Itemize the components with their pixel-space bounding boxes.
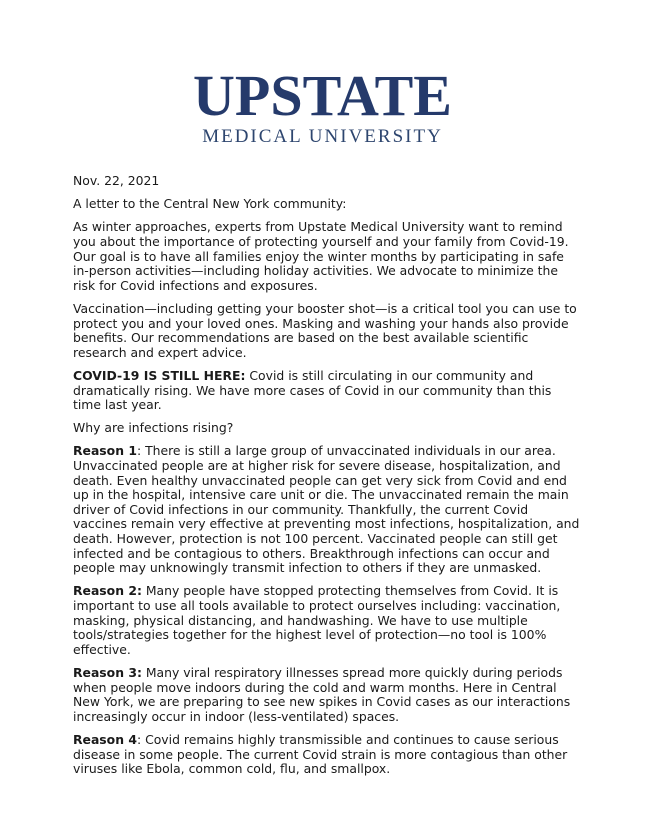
paragraph-reason-2 — [73, 584, 583, 657]
logo-wordmark: UPSTATE — [193, 63, 452, 128]
paragraph-reason-1 — [73, 444, 583, 575]
paragraph-reason-3 — [73, 666, 583, 724]
letter-date: Nov. 22, 2021 — [73, 173, 160, 188]
reason-label: Reason 4 — [73, 731, 137, 747]
paragraph-intro: As winter approaches, experts from Upstate Medical University want to remind you about the importance of protecting yourself and your family from Covid-19. Our goal is to have all families enjoy the winter months by participating in safe in-person activities—including holiday activities. We advocate to minimize the risk for Covid infections and exposures. — [73, 219, 569, 293]
letter-body — [73, 174, 583, 785]
university-logo — [0, 63, 645, 147]
reason-text: : There is still a large group of unvaccinated individuals in our area. Unvaccinated people are at higher risk for severe disease, hospitalization, and death. Even healthy unvaccinated people can get very sick from Covid and end up in the hospital, intensive care unit or die. The unvaccinated remain the main driver of Covid infections in our community. Thankfully, the current Covid vaccines remain very effective at preventing most infections, hospitalization, and death. However, protection is not 100 percent. Vaccinated people can still get infected and be contagious to others. Breakthrough infections can occur and people may unknowingly transmit infection to others if they are unmasked. — [73, 443, 580, 576]
covid-text: Covid is still circulating in our community and dramatically rising. We have more cases of Covid in our community than this time last year. — [73, 367, 552, 413]
reason-text: : Covid remains highly transmissible and continues to cause serious disease in some people. The current Covid strain is more contagious than other viruses like Ebola, common cold, flu, and smallpox. — [73, 731, 568, 777]
covid-heading: COVID-19 IS STILL HERE: — [73, 367, 246, 383]
paragraph-reason-4 — [73, 733, 583, 777]
reason-label: Reason 1 — [73, 443, 137, 459]
reason-label: Reason 2: — [73, 583, 142, 599]
paragraph-covid-still-here — [73, 369, 583, 413]
reason-text: Many viral respiratory illnesses spread more quickly during periods when people move indoors during the cold and warm months. Here in Central New York, we are preparing to see new spikes in Covid cases as our interactions increasingly occur in indoor (less-ventilated) spaces. — [73, 664, 571, 724]
reason-label: Reason 3: — [73, 664, 142, 680]
reason-text: Many people have stopped protecting themselves from Covid. It is important to use all tools available to protect ourselves including: vaccination, masking, physical distancing, and handwashing. We have to use multiple tools/strategies together for the highest level of protection—no tool is 100% effective. — [73, 583, 561, 657]
logo-subtitle: MEDICAL UNIVERSITY — [202, 126, 443, 147]
letter-salutation: A letter to the Central New York community: — [73, 196, 347, 212]
paragraph-vaccination: Vaccination—including getting your booster shot—is a critical tool you can use to protect you and your loved ones. Masking and washing your hands also provide benefits. Our recommendations are based on the best available scientific research and expert advice. — [73, 300, 577, 360]
paragraph-question: Why are infections rising? — [73, 420, 234, 436]
